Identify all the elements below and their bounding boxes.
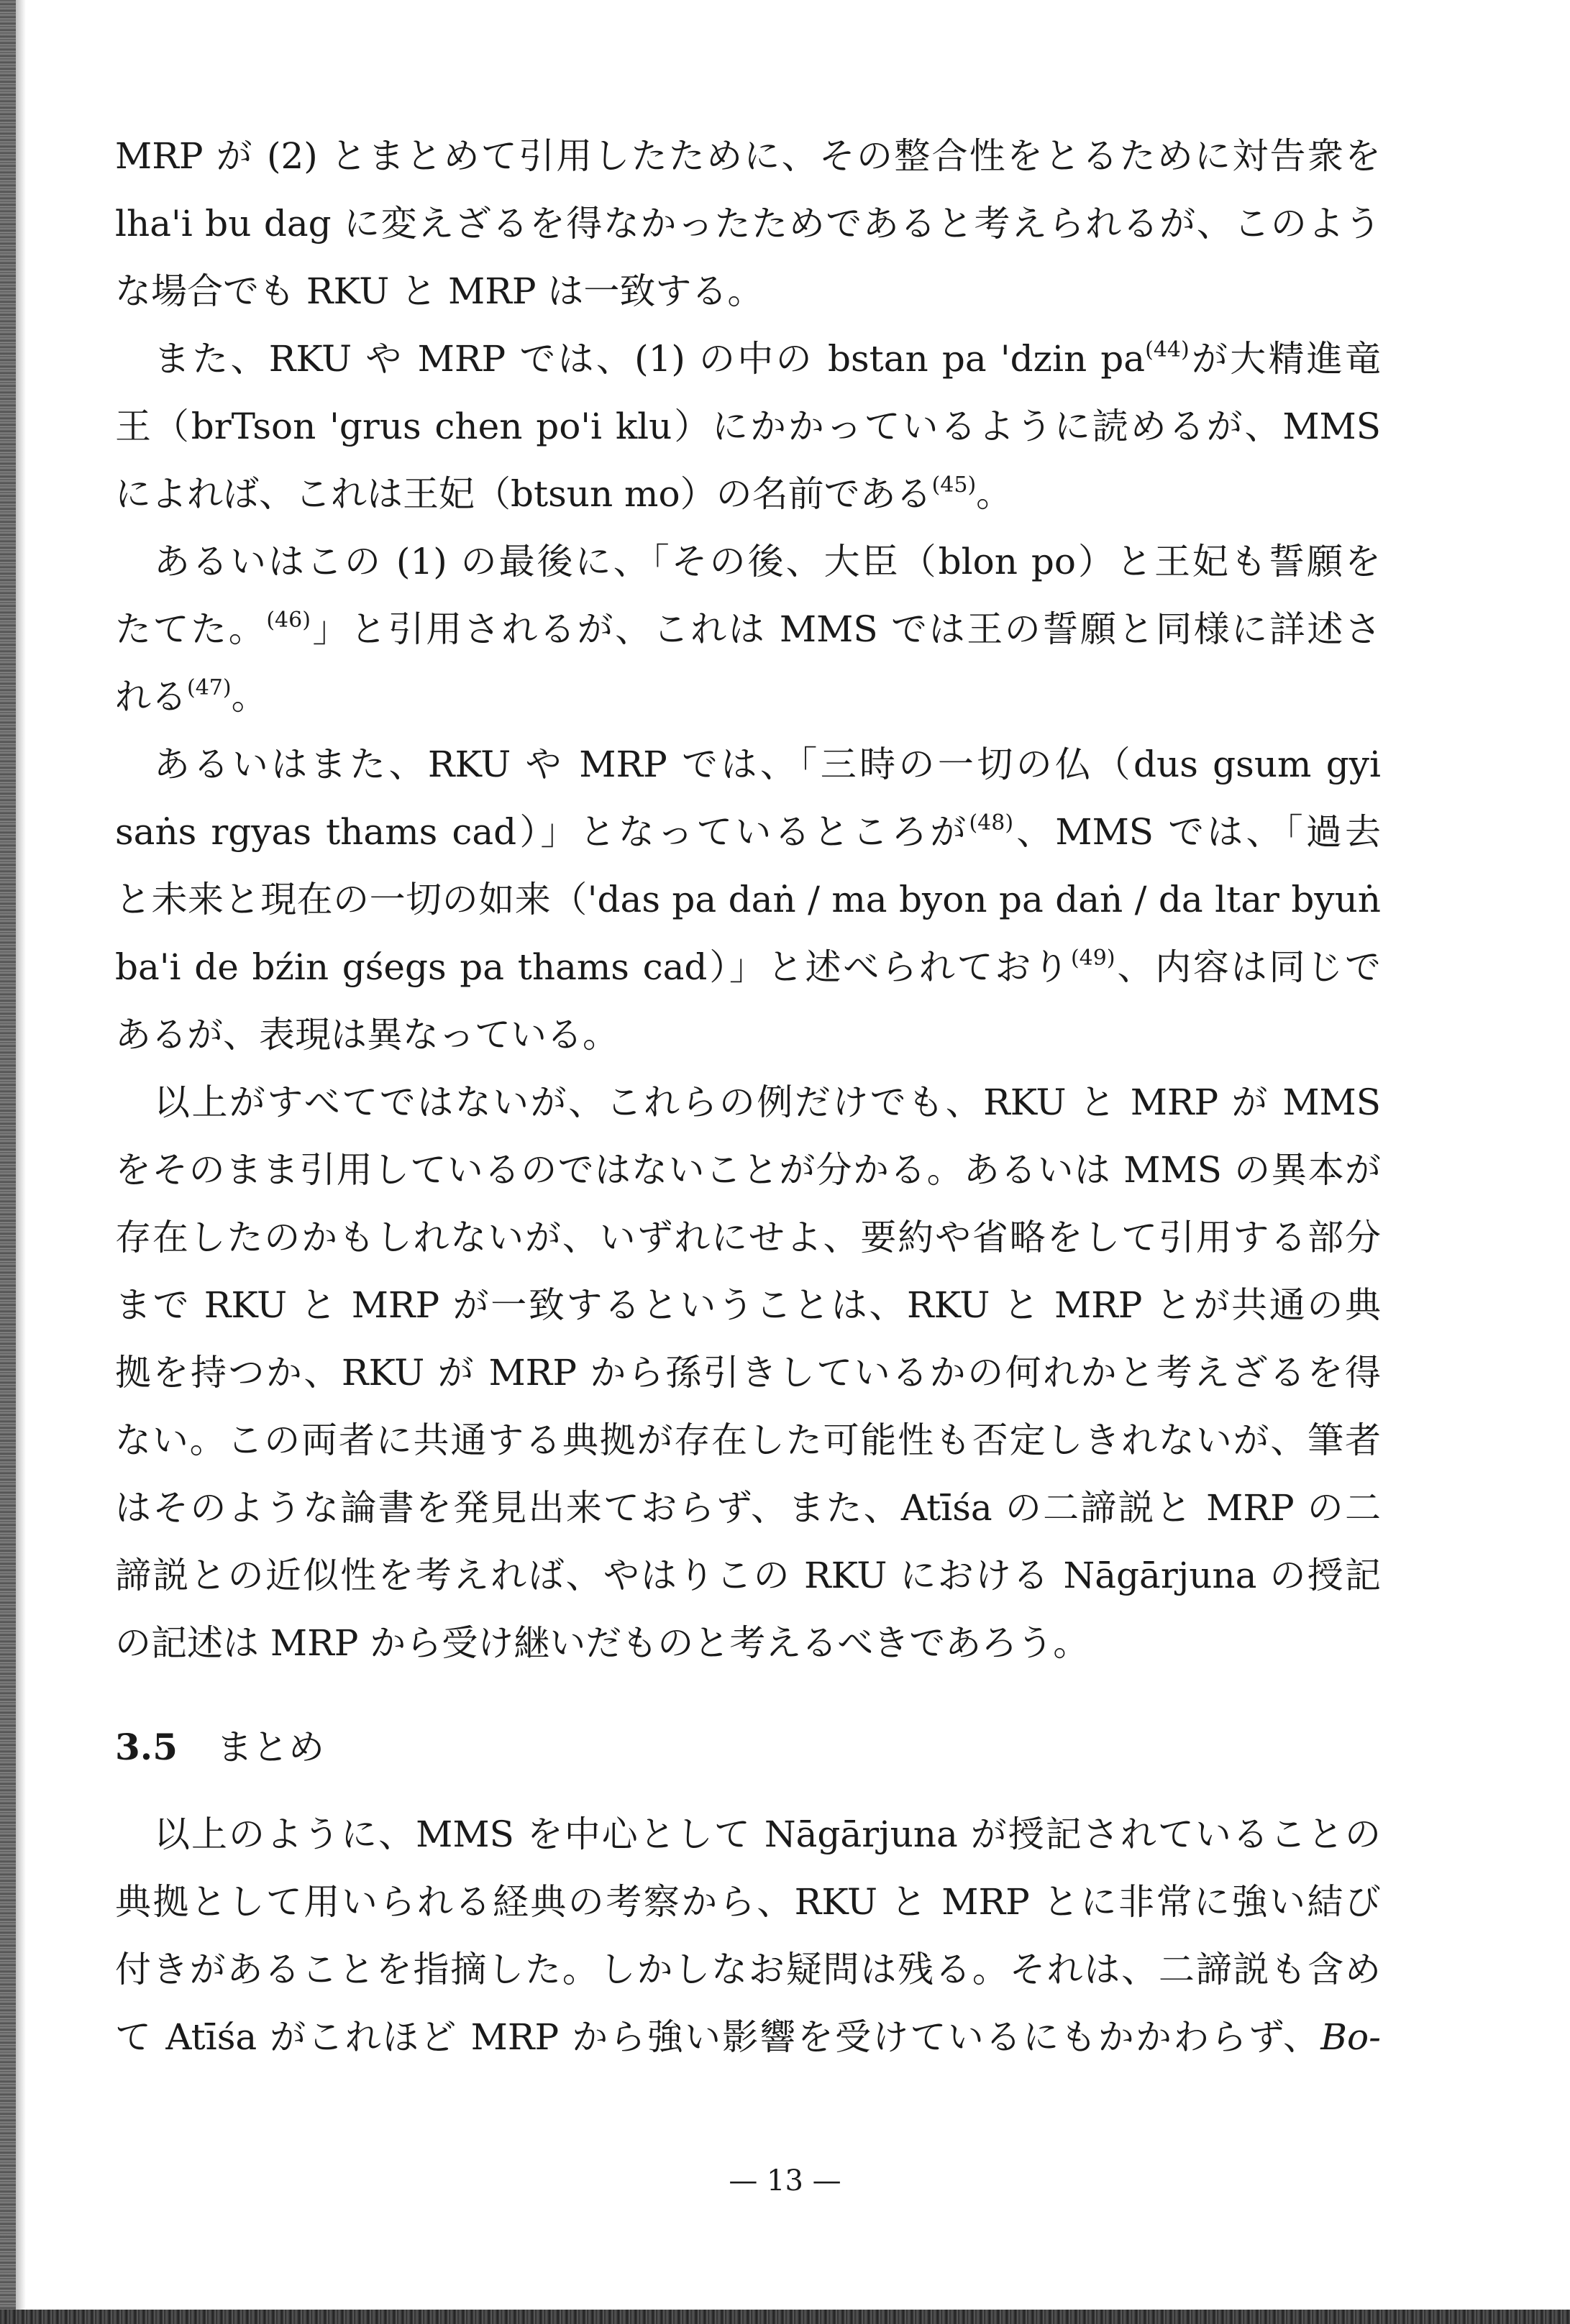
text-span: れる: [115, 676, 187, 718]
text-line: 拠を持つか、RKU が MRP から孫引きしているかの何れかと考えざるを得: [115, 1352, 1381, 1394]
scan-shadow-bottom: [0, 2310, 1570, 2324]
text-span: が大精進竜: [1189, 338, 1381, 380]
section-heading: [115, 1719, 1381, 1776]
text-line: な場合でも RKU と MRP は一致する。: [115, 270, 764, 312]
text-line: [115, 2003, 1381, 2071]
scan-shadow-left: [0, 0, 16, 2324]
text-line: [115, 798, 1381, 866]
text-span: 」と引用されるが、これは MMS では王の誓願と同様に詳述さ: [310, 608, 1382, 650]
text-line: [115, 595, 1381, 663]
text-line: 王（brTson 'grus chen po'i klu）にかかっているように読めるが、MMS: [115, 406, 1381, 447]
text-line: あるいはこの (1) の最後に、「その後、大臣（blon po）と王妃も誓願を: [154, 541, 1381, 582]
text-line: ない。この両者に共通する典拠が存在した可能性も否定しきれないが、筆者: [115, 1419, 1381, 1461]
text-line: あるいはまた、RKU や MRP では、「三時の一切の仏（dus gsum gyi: [154, 744, 1381, 785]
paragraph-3: [115, 528, 1381, 731]
paragraph-6: [115, 1801, 1381, 2071]
text-span: 。: [231, 676, 268, 718]
text-line: lha'i bu dag に変えざるを得なかったためであると考えられるが、このよう: [115, 203, 1381, 244]
footnote-ref-46: (46): [266, 608, 311, 633]
italic-text: Bo-: [1320, 2016, 1381, 2058]
text-line: 典拠として用いられる経典の考察から、RKU と MRP とに非常に強い結び: [115, 1881, 1381, 1923]
text-line: 諦説との近似性を考えれば、やはりこの RKU における Nāgārjuna の授記: [115, 1555, 1381, 1596]
section-title: まとめ: [216, 1726, 324, 1768]
text-span: 。: [976, 473, 1013, 515]
text-line: 付きがあることを指摘した。しかしなお疑問は残る。それは、二諦説も含め: [115, 1949, 1381, 1990]
text-line: まで RKU と MRP が一致するということは、RKU と MRP とが共通の典: [115, 1284, 1381, 1326]
text-line: [115, 460, 1381, 528]
text-line: の記述は MRP から受け継いだものと考えるべきであろう。: [115, 1622, 1090, 1664]
text-line: 以上がすべてではないが、これらの例だけでも、RKU と MRP が MMS: [154, 1081, 1381, 1123]
text-line: はそのような論書を発見出来ておらず、また、Atīśa の二諦説と MRP の二: [115, 1487, 1381, 1529]
text-span: saṅs rgyas thams cad）」となっているところが: [115, 811, 969, 853]
footnote-ref-45: (45): [931, 472, 977, 498]
paragraph-1: [115, 122, 1381, 325]
text-span: 、MMS では、「過去: [1013, 811, 1381, 853]
footnote-ref-49: (49): [1070, 946, 1115, 971]
footnote-ref-44: (44): [1145, 337, 1190, 362]
text-line: 以上のように、MMS を中心として Nāgārjuna が授記されていることの: [154, 1813, 1381, 1855]
page-body: [115, 122, 1381, 2071]
text-span: 、内容は同じで: [1115, 946, 1381, 988]
text-line: あるが、表現は異なっている。: [115, 1014, 619, 1056]
page-number: — 13 —: [729, 2164, 841, 2197]
text-line: をそのまま引用しているのではないことが分かる。あるいは MMS の異本が: [115, 1149, 1381, 1191]
text-line: 存在したのかもしれないが、いずれにせよ、要約や省略をして引用する部分: [115, 1217, 1381, 1258]
section-number: 3.5: [115, 1726, 178, 1768]
text-span: ba'i de bźin gśegs pa thams cad）」と述べられており: [115, 946, 1071, 988]
text-line: と未来と現在の一切の如来（'das pa daṅ / ma byon pa daṅ / da ltar byuṅ: [115, 879, 1381, 920]
scan-shadow-left-fade: [16, 0, 26, 2324]
paragraph-4: [115, 731, 1381, 1069]
text-span: によれば、これは王妃（btsun mo）の名前である: [115, 473, 932, 515]
text-line: [115, 933, 1381, 1001]
text-line: [115, 325, 1381, 393]
text-span: また、RKU や MRP では、(1) の中の bstan pa 'dzin pa: [154, 338, 1146, 380]
paragraph-5: [115, 1069, 1381, 1677]
text-line: MRP が (2) とまとめて引用したために、その整合性をとるために対告衆を: [115, 135, 1381, 177]
footnote-ref-48: (48): [969, 810, 1014, 836]
text-line: [115, 663, 1381, 731]
text-span: たてた。: [115, 608, 267, 650]
paragraph-2: [115, 325, 1381, 528]
text-span: て Atīśa がこれほど MRP から強い影響を受けているにもかかわらず、: [115, 2016, 1321, 2058]
footnote-ref-47: (47): [187, 675, 232, 700]
